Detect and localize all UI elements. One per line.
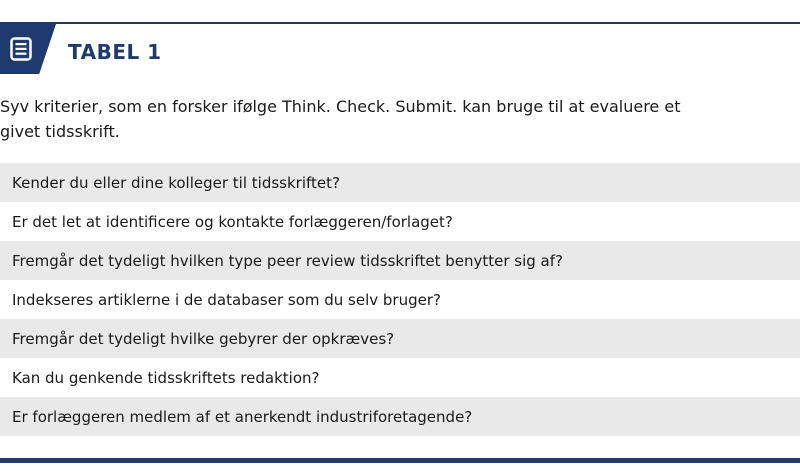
list-item: Kender du eller dine kolleger til tidsskriftet?	[0, 163, 800, 202]
top-rule	[0, 22, 800, 24]
table-badge	[0, 24, 56, 74]
document-list-icon	[10, 37, 32, 61]
list-item: Fremgår det tydeligt hvilke gebyrer der opkræves?	[0, 319, 800, 358]
table-title: TABEL 1	[68, 40, 162, 64]
list-item: Fremgår det tydeligt hvilken type peer review tidsskriftet benytter sig af?	[0, 241, 800, 280]
list-item: Er forlæggeren medlem af et anerkendt industriforetagende?	[0, 397, 800, 436]
criteria-list	[0, 163, 800, 436]
list-item: Indekseres artiklerne i de databaser som du selv bruger?	[0, 280, 800, 319]
bottom-rule	[0, 458, 800, 463]
list-item: Kan du genkende tidsskriftets redaktion?	[0, 358, 800, 397]
list-item: Er det let at identificere og kontakte forlæggeren/forlaget?	[0, 202, 800, 241]
table-caption: Syv kriterier, som en forsker ifølge Think. Check. Submit. kan bruge til at evaluere et givet tidsskrift.	[0, 97, 681, 141]
